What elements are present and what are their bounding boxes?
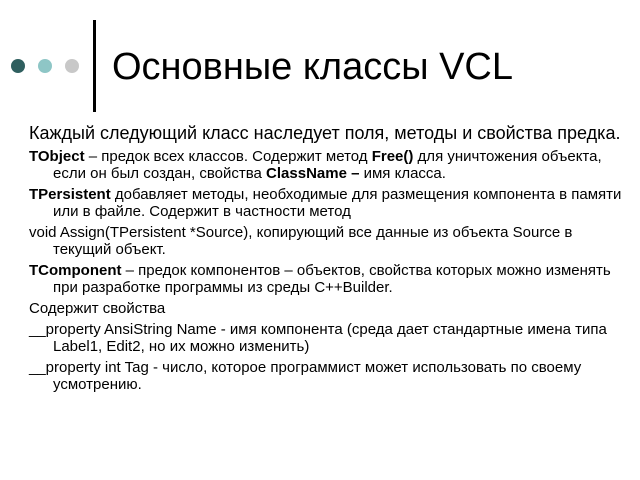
title-divider bbox=[93, 20, 96, 112]
assign-paragraph: void Assign(TPersistent *Source), копирующий все данные из объекта Source в текущий объект. bbox=[29, 224, 573, 258]
property-name-paragraph: __property AnsiString Name - имя компонента (среда дает стандартные имена типа Label1, Edit2, но их можно изменить) bbox=[29, 321, 607, 355]
decor-dot-dark bbox=[11, 59, 25, 73]
decor-dot-gray bbox=[65, 59, 79, 73]
contains-paragraph: Содержит свойства bbox=[29, 300, 166, 317]
property-tag-paragraph: __property int Tag - число, которое программист может использовать по своему усмотрению. bbox=[29, 359, 582, 393]
tobject-text-2: для уничтожения объекта, если он был создан, свойства bbox=[53, 148, 602, 182]
tpersistent-text: добавляет методы, необходимые для размещения компонента в памяти или в файле. Содержит в частности метод bbox=[53, 186, 622, 220]
tcomponent-name: TComponent bbox=[29, 262, 122, 279]
intro-paragraph: Каждый следующий класс наследует поля, методы и свойства предка. bbox=[29, 123, 621, 143]
tobject-paragraph bbox=[29, 148, 634, 182]
slide-body bbox=[29, 123, 634, 397]
tpersistent-name: TPersistent bbox=[29, 186, 111, 203]
tobject-text-1: – предок всех классов. Содержит метод bbox=[84, 148, 372, 165]
tobject-name: TObject bbox=[29, 148, 85, 165]
tpersistent-paragraph bbox=[29, 186, 634, 220]
decor-dot-teal bbox=[38, 59, 52, 73]
tobject-prop: ClassName – bbox=[266, 165, 360, 182]
tcomponent-paragraph bbox=[29, 262, 634, 296]
tobject-text-3: имя класса. bbox=[359, 165, 446, 182]
slide-title: Основные классы VCL bbox=[112, 46, 514, 88]
tcomponent-text: – предок компонентов – объектов, свойства которых можно изменять при разработке программы из среды C++Builder. bbox=[53, 262, 611, 296]
tobject-method: Free() bbox=[371, 148, 414, 165]
